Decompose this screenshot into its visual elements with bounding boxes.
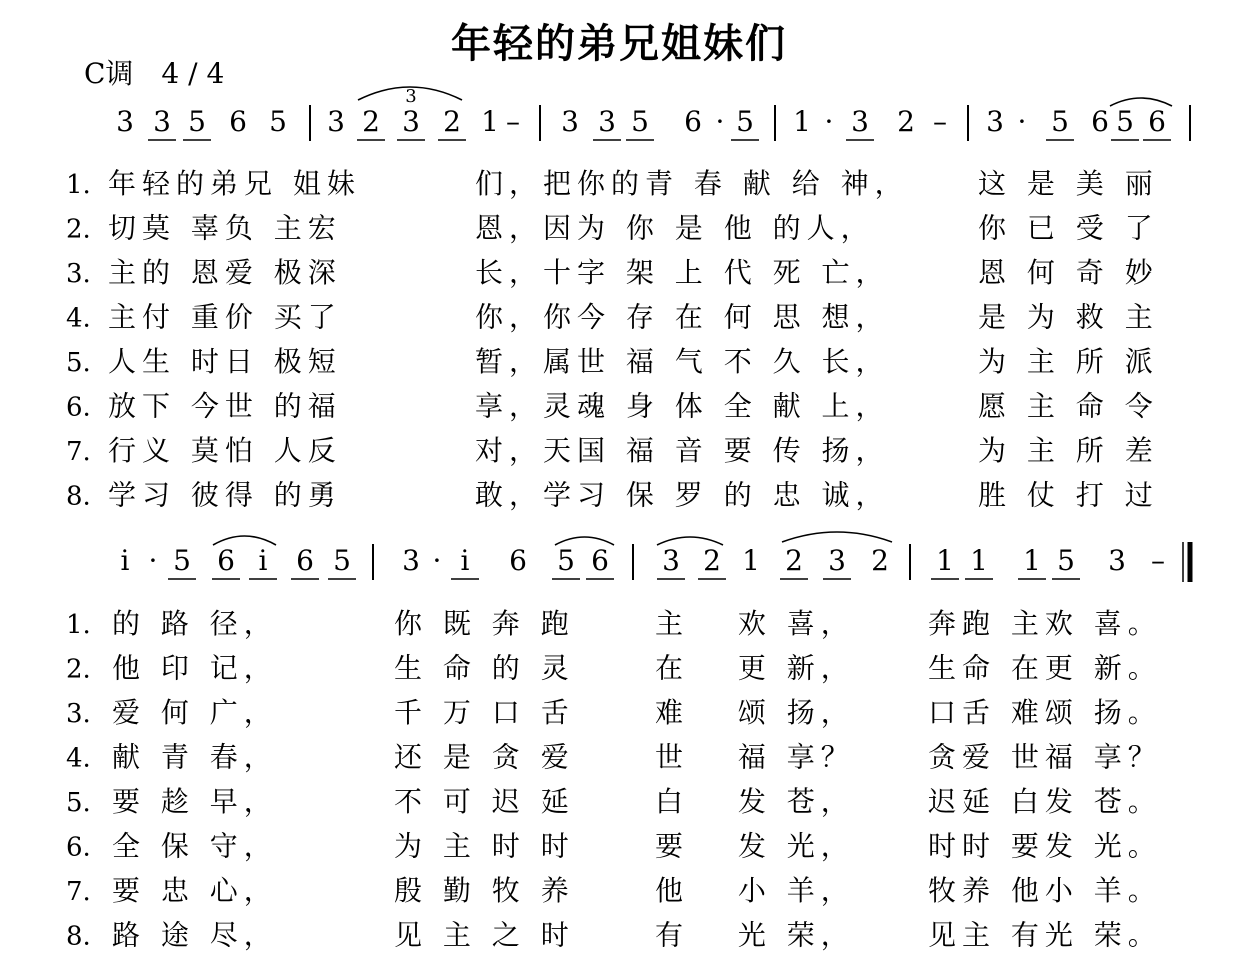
- note: i: [120, 544, 130, 577]
- verse-number: 6.: [66, 832, 91, 863]
- verse-number: 6.: [66, 392, 91, 423]
- key-signature: C调 4 / 4: [84, 57, 225, 90]
- lyric-segment: 路 途 尽，: [112, 918, 278, 952]
- lyric-segment: 爱 何 广，: [112, 696, 278, 729]
- verse-number: 1.: [66, 170, 91, 200]
- lyric-segment: 口舌 难颂 扬。: [928, 696, 1162, 729]
- lyric-segment: 有 光 荣，: [655, 918, 855, 952]
- note: ·: [1017, 105, 1027, 138]
- lyric-segment: 全 保 守，: [112, 829, 278, 863]
- note: ·: [824, 105, 834, 138]
- lyric-segment: 不 可 迟 延: [394, 785, 575, 818]
- note: 3: [662, 544, 680, 577]
- note: 3: [116, 105, 134, 138]
- lyric-segment: 贪爱 世福 享？: [928, 740, 1162, 774]
- note: 5: [1116, 105, 1134, 138]
- note: 2: [871, 544, 889, 577]
- lyric-segment: 殷 勤 牧 养: [394, 874, 575, 907]
- verse-number: 7.: [66, 877, 91, 907]
- lyric-segment: 在 更 新，: [655, 651, 855, 685]
- verse-number: 1.: [66, 610, 91, 640]
- lyric-segment: 主 欢 喜，: [655, 607, 855, 640]
- lyric-segment: 你，你今 存 在 何 思 想，: [475, 300, 890, 334]
- triplet-mark: 3: [405, 86, 417, 107]
- lyric-segment: 切莫 辜负 主宏: [108, 211, 342, 245]
- lyric-segment: 行义 莫怕 人反: [108, 434, 342, 467]
- lyric-segment: 见主 有光 荣。: [928, 918, 1162, 952]
- note: 3: [986, 105, 1004, 138]
- note: 6: [1148, 105, 1166, 138]
- note: 6: [229, 105, 247, 138]
- lyric-segment: 世 福 享？: [655, 740, 855, 774]
- note: 3: [1108, 544, 1126, 577]
- verse-number: 3.: [66, 699, 91, 729]
- note: 6: [1091, 105, 1109, 138]
- lyric-segment: 享，灵魂 身 体 全 献 上，: [475, 389, 890, 423]
- verse-number: 2.: [66, 654, 91, 685]
- note: 3: [402, 544, 420, 577]
- note: 5: [1051, 105, 1069, 138]
- note: 6: [591, 544, 609, 577]
- lyric-segment: 时时 要发 光。: [928, 829, 1162, 863]
- note: 6: [509, 544, 527, 577]
- verse-number: 8.: [66, 921, 91, 952]
- note: 1: [936, 544, 954, 577]
- song-title: 年轻的弟兄姐妹们: [451, 21, 787, 67]
- verse-number: 7.: [66, 437, 91, 467]
- note: ·: [432, 544, 442, 577]
- note: 3: [598, 105, 616, 138]
- lyric-segment: 见 主 之 时: [394, 918, 575, 952]
- lyric-segment: 恩 何 奇 妙: [978, 256, 1159, 289]
- lyric-segment: 放下 今世 的福: [108, 389, 342, 423]
- lyric-segment: 年轻的弟兄 姐妹: [108, 167, 361, 200]
- note: 1: [1023, 544, 1041, 577]
- lyric-segment: 他 印 记，: [112, 651, 278, 685]
- note: 6: [296, 544, 314, 577]
- note: 6: [684, 105, 702, 138]
- note: 5: [557, 544, 575, 577]
- note: 2: [703, 544, 721, 577]
- lyric-segment: 要 趁 早，: [112, 785, 278, 818]
- lyric-segment: 敢，学习 保 罗 的 忠 诚，: [475, 478, 890, 512]
- lyric-segment: 要 发 光，: [655, 829, 855, 863]
- note: 3: [828, 544, 846, 577]
- lyric-segment: 他 小 羊，: [655, 874, 855, 907]
- verse-number: 2.: [66, 214, 91, 245]
- note: 5: [333, 544, 351, 577]
- note: 1: [970, 544, 988, 577]
- note: 5: [188, 105, 206, 138]
- verse-number: 4.: [66, 303, 91, 334]
- note: 3: [327, 105, 345, 138]
- lyric-segment: 要 忠 心，: [112, 874, 278, 907]
- note: ·: [715, 105, 725, 138]
- lyric-segment: 奔跑 主欢 喜。: [928, 607, 1162, 640]
- note: 2: [362, 105, 380, 138]
- note: –: [506, 105, 520, 138]
- lyric-segment: 你 已 受 了: [978, 211, 1159, 245]
- note: 2: [785, 544, 803, 577]
- lyric-segment: 还 是 贪 爱: [394, 740, 575, 774]
- lyric-segment: 难 颂 扬，: [655, 696, 855, 729]
- slur: [782, 532, 892, 542]
- verse-number: 5.: [66, 348, 91, 378]
- lyric-segment: 为 主 所 派: [978, 345, 1159, 378]
- lyric-segment: 们，把你的青 春 献 给 神，: [475, 167, 909, 200]
- lyric-segment: 学习 彼得 的勇: [108, 478, 342, 512]
- note: 6: [217, 544, 235, 577]
- lyric-segment: 胜 仗 打 过: [978, 478, 1159, 512]
- lyric-segment: 对，天国 福 音 要 传 扬，: [475, 434, 890, 467]
- note: 1: [742, 544, 760, 577]
- note: 3: [561, 105, 579, 138]
- note: 1: [793, 105, 811, 138]
- note: 5: [736, 105, 754, 138]
- lyric-segment: 人生 时日 极短: [108, 345, 342, 378]
- verse-number: 5.: [66, 788, 91, 818]
- lyric-segment: 主付 重价 买了: [108, 300, 342, 334]
- note: 2: [443, 105, 461, 138]
- note: 1: [481, 105, 499, 138]
- note: 5: [173, 544, 191, 577]
- note: –: [1151, 544, 1165, 577]
- note: –: [933, 105, 947, 138]
- lyric-segment: 恩，因为 你 是 他 的人，: [475, 211, 875, 245]
- lyric-segment: 迟延 白发 苍。: [928, 785, 1162, 818]
- note: 3: [402, 105, 420, 138]
- note: 3: [851, 105, 869, 138]
- verse-number: 4.: [66, 743, 91, 774]
- lyric-segment: 千 万 口 舌: [394, 696, 575, 729]
- lyric-segment: 白 发 苍，: [655, 785, 855, 818]
- lyric-segment: 长，十字 架 上 代 死 亡，: [475, 256, 890, 289]
- lyric-segment: 愿 主 命 令: [978, 389, 1159, 423]
- lyric-segment: 你 既 奔 跑: [394, 607, 575, 640]
- lyric-segment: 主的 恩爱 极深: [108, 256, 342, 289]
- note: 5: [1057, 544, 1075, 577]
- lyric-segment: 这 是 美 丽: [978, 167, 1159, 200]
- note: 3: [153, 105, 171, 138]
- lyric-segment: 献 青 春，: [112, 740, 278, 774]
- note: 2: [897, 105, 915, 138]
- lyric-segment: 生命 在更 新。: [928, 651, 1162, 685]
- lyric-segment: 为 主 所 差: [978, 434, 1159, 467]
- lyric-segment: 的 路 径，: [112, 607, 278, 640]
- lyric-segment: 牧养 他小 羊。: [928, 874, 1162, 907]
- note: i: [460, 544, 470, 577]
- note: 5: [631, 105, 649, 138]
- lyric-segment: 暂，属世 福 气 不 久 长，: [475, 345, 890, 378]
- lyric-segment: 为 主 时 时: [394, 829, 575, 863]
- note: 5: [269, 105, 287, 138]
- verse-number: 3.: [66, 259, 91, 289]
- note: ·: [148, 544, 158, 577]
- note: i: [258, 544, 268, 577]
- verse-number: 8.: [66, 481, 91, 512]
- lyric-segment: 是 为 救 主: [978, 300, 1159, 334]
- lyric-segment: 生 命 的 灵: [394, 651, 575, 685]
